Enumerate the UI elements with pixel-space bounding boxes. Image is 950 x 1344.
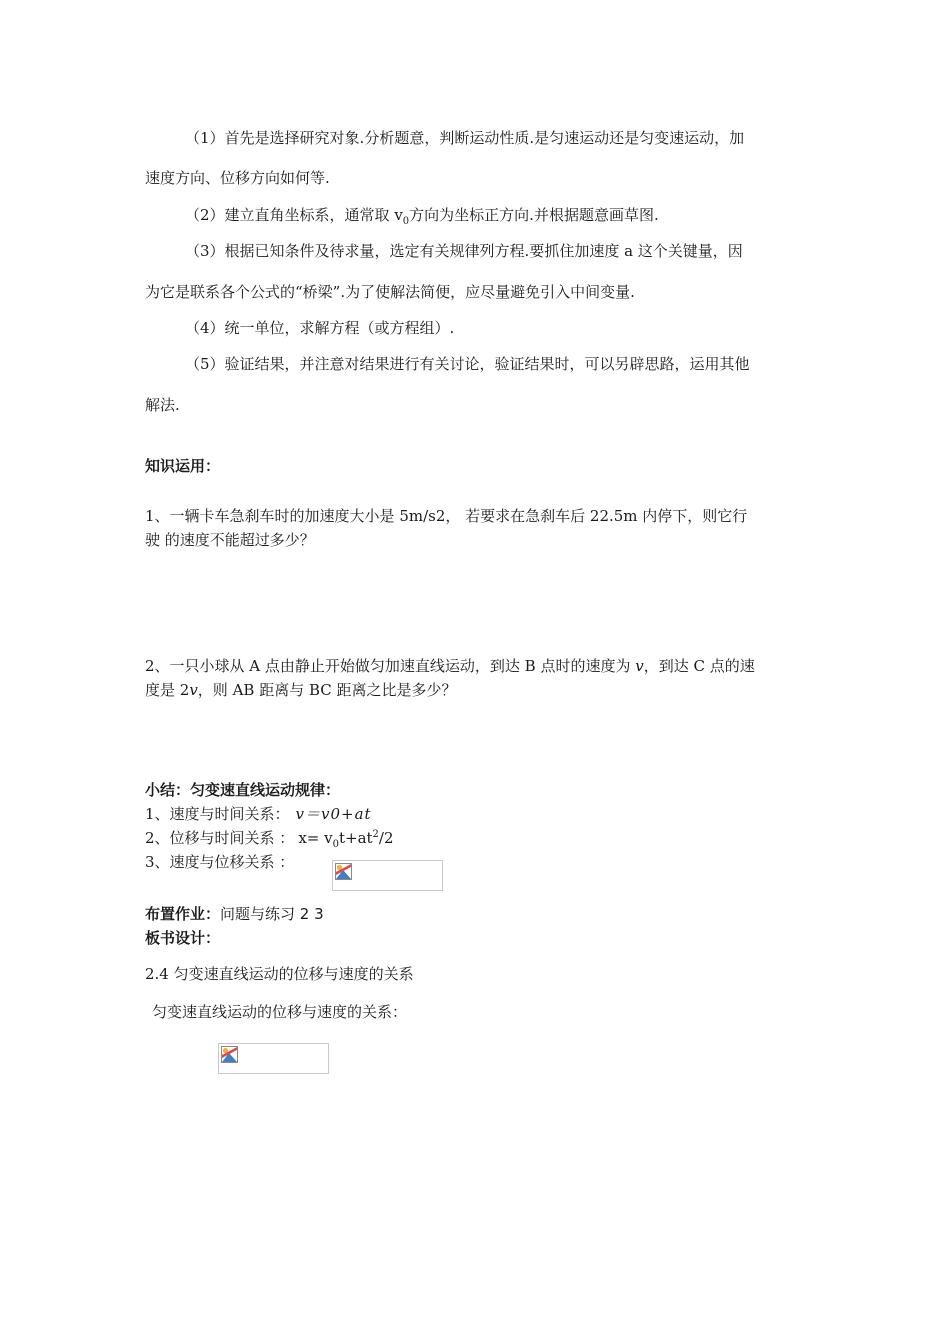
question-2-var-v: v [635, 657, 644, 675]
summary-rule-1-formula: v＝v0+at [295, 805, 372, 823]
homework-label: 布置作业： [145, 905, 221, 923]
summary-heading: 小结：匀变速直线运动规律： [145, 781, 341, 799]
step-1-line-2: 速度方向、位移方向如何等. [145, 169, 330, 187]
step-2-text-post: 方向为坐标正方向.并根据题意画草图. [409, 206, 659, 224]
broken-image-icon [221, 1046, 238, 1063]
step-1-text-a: （1）首先是选择研究对象.分析题意，判断运动性质.是匀速运动还是匀变速运动，加 [185, 129, 745, 147]
broken-image-icon [335, 863, 352, 880]
board-subtitle: 匀变速直线运动的位移与速度的关系： [152, 1003, 408, 1021]
board-title: 2.4 匀变速直线运动的位移与速度的关系 [145, 965, 414, 983]
question-2-text-b1: 度是 2 [145, 681, 190, 699]
step-3-line-2: 为它是联系各个公式的“桥梁”.为了使解法简便，应尽量避免引入中间变量. [145, 283, 635, 301]
summary-rule-3 [145, 852, 294, 872]
step-3-line-1: （3）根据已知条件及待求量，选定有关规律列方程.要抓住加速度 a 这个关键量，因 [185, 242, 743, 260]
board-heading: 板书设计： [145, 929, 221, 947]
step-2-line [185, 205, 659, 225]
question-1-line-1: 1、一辆卡车急刹车时的加速度大小是 5m/s2， 若要求在急刹车后 22.5m 内停下，则它行 [145, 507, 748, 525]
question-1-line-2: 驶 的速度不能超过多少？ [145, 531, 315, 549]
summary-rule-2-f1: x= v [298, 829, 333, 847]
summary-rule-2-label: 2、位移与时间关系 ： [145, 829, 295, 847]
summary-rule-2-sup: 2 [372, 829, 379, 840]
summary-rule-2-f2: t+at [338, 829, 373, 847]
step-2-subscript: 0 [402, 216, 410, 227]
formula-image-1 [332, 860, 443, 891]
knowledge-heading: 知识运用： [145, 457, 221, 475]
summary-rule-2-f3: /2 [378, 829, 394, 847]
step-2-text-pre: （2）建立直角坐标系，通常取 v [185, 206, 403, 224]
question-2-text-b2: ，则 AB 距离与 BC 距离之比是多少？ [197, 681, 457, 699]
summary-rule-3-label: 3、速度与位移关系 ： [145, 853, 295, 871]
summary-rule-2 [145, 828, 394, 848]
step-4-line: （4）统一单位，求解方程（或方程组）. [185, 319, 455, 337]
step-5-line-2: 解法. [145, 396, 180, 414]
question-2-var-v2: v [189, 681, 198, 699]
question-2-line-2 [145, 680, 457, 700]
summary-rule-2-sub: 0 [332, 839, 339, 850]
question-2-text-a1: 2、一只小球从 A 点由静止开始做匀加速直线运动，到达 B 点时的速度为 [145, 657, 636, 675]
step-5-line-1: （5）验证结果，并注意对结果进行有关讨论，验证结果时，可以另辟思路，运用其他 [185, 355, 750, 373]
homework-line [145, 904, 324, 924]
question-2-line-1 [145, 656, 755, 676]
summary-rule-1-label: 1、速度与时间关系： [145, 805, 290, 823]
formula-image-2 [218, 1043, 329, 1074]
question-2-text-a2: ，到达 C 点的速 [643, 657, 755, 675]
step-1-line-1 [185, 128, 807, 148]
homework-text: 问题与练习 2 3 [220, 905, 324, 923]
summary-rule-1 [145, 804, 372, 824]
